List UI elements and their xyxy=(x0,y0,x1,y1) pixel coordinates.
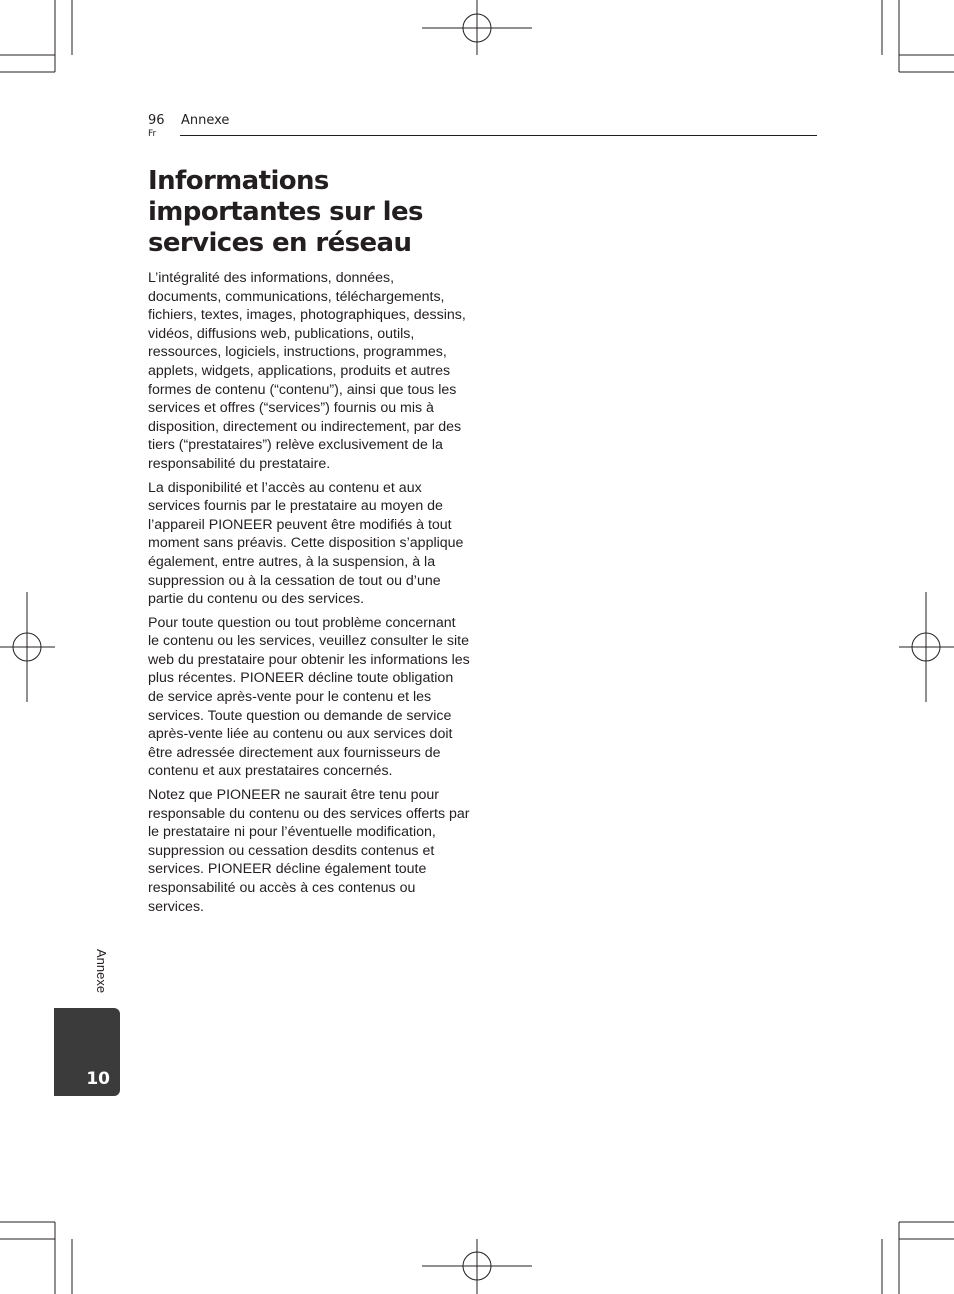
paragraph: L’intégralité des informations, données, documents, communications, téléchargements, fichiers, textes, images, photographiques, dessins, vidéos, diffusions web, publications, outils, ressources, logiciels, instructions, programmes, applets, widgets, applications, produits et autres formes de contenu (“contenu”), ainsi que tous les services et offres (“services”) fournis ou mis à disposition, directement ou indirectement, par des tiers (“prestataires”) relève exclusivement de la responsabilité du prestataire. xyxy=(148,270,466,472)
running-header-section: Annexe xyxy=(181,113,230,128)
paragraph: Notez que PIONEER ne saurait être tenu pour responsable du contenu ou des services offerts par le prestataire ni pour l’éventuelle modification, suppression ou cessation desdits contenus et services. PIONEER décline également toute responsabilité ou accès à ces contenus ou services. xyxy=(148,787,470,915)
page-number: 96 xyxy=(148,113,165,128)
body-text xyxy=(148,269,470,921)
page-title: Informations importantes sur les services en réseau xyxy=(148,166,423,258)
header-rule xyxy=(180,135,817,136)
paragraph: Pour toute question ou tout problème concernant le contenu ou les services, veuillez consulter le site web du prestataire pour obtenir les informations les plus récentes. PIONEER décline toute obligation de service après-vente pour le contenu et les services. Toute question ou demande de service après-vente liée au contenu ou aux services doit être adressée directement aux fournisseurs de contenu et aux prestataires concernés. xyxy=(148,614,470,780)
language-code: Fr xyxy=(148,129,157,139)
chapter-number: 10 xyxy=(86,1069,110,1089)
side-tab-label: Annexe xyxy=(94,949,109,994)
paragraph: La disponibilité et l’accès au contenu et aux services fournis par le prestataire au moyen de l’appareil PIONEER peuvent être modifiés à tout moment sans préavis. Cette disposition s’applique également, entre autres, à la suspension, à la suppression ou à la cessation de tout ou d’une partie du contenu ou des services. xyxy=(148,479,464,608)
